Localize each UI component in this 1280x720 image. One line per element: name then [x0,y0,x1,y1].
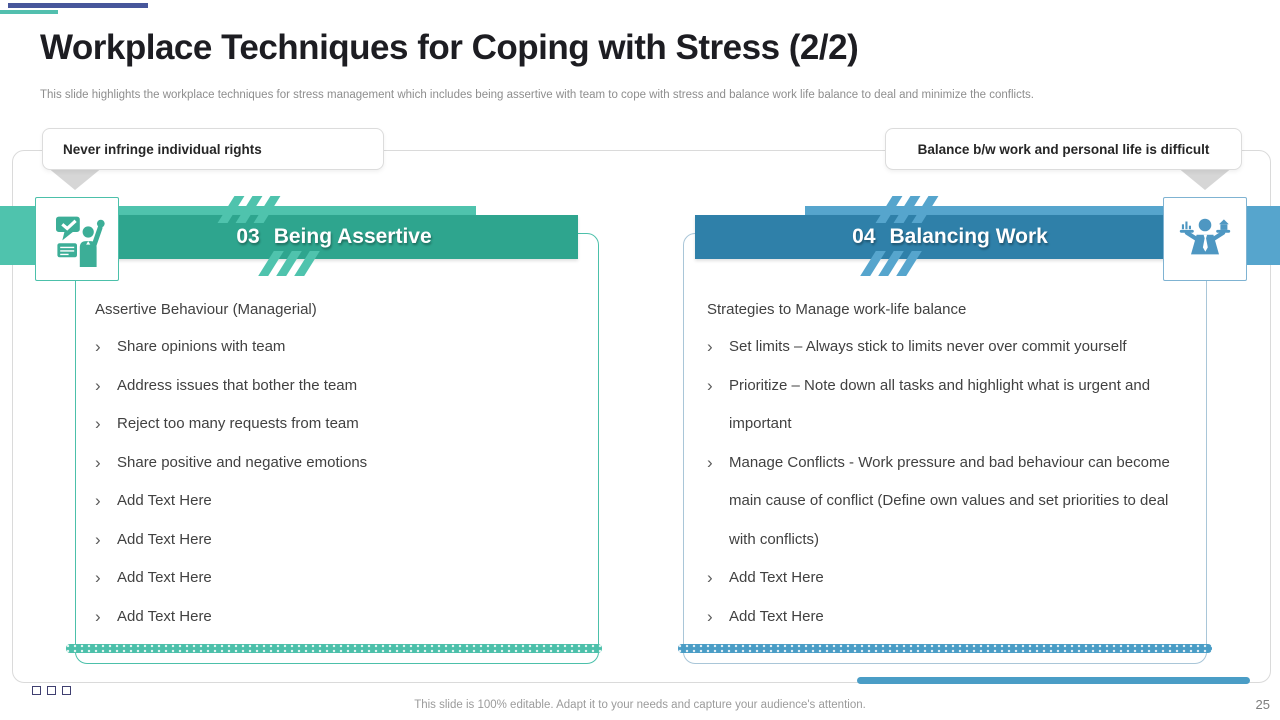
chevron-bullet-icon: › [95,452,101,472]
card-title: Balancing Work [889,225,1048,248]
list-item [707,367,1172,444]
stripe-decoration-icon [266,251,320,276]
list-item [707,328,1172,367]
list-item-text: Add Text Here [729,569,824,586]
chevron-bullet-icon: › [95,375,101,395]
list-item [95,444,565,483]
chevron-bullet-icon: › [707,337,713,356]
bullet-list [95,328,565,636]
card-header-being-assertive [90,215,578,259]
list-item [95,521,565,560]
square-icon [32,686,41,695]
list-item-text: Add Text Here [117,492,212,509]
chevron-bullet-icon: › [707,606,713,626]
list-item-text: Add Text Here [729,607,824,625]
bullet-list [707,328,1172,636]
raised-fist-check-bubble-icon [49,211,105,267]
list-item [95,559,565,598]
footer-note: This slide is 100% editable. Adapt it to your needs and capture your audience's attention. [414,699,866,711]
callout-left-pointer-icon [47,167,103,190]
list-item-text: Add Text Here [117,607,212,625]
list-item-text: Add Text Here [117,569,212,586]
list-item [95,328,565,367]
list-item [707,559,1172,598]
chevron-bullet-icon: › [707,375,713,395]
chevron-bullet-icon: › [95,491,101,510]
bottom-left-squares-icon [32,686,71,695]
chevron-bullet-icon: › [707,452,713,472]
chevron-bullet-icon: › [95,414,101,433]
callout-right-pointer-icon [1177,167,1233,190]
card-number: 04 [852,225,876,248]
callout-right-label: Balance b/w work and personal life is difficult [917,141,1210,157]
list-item [95,598,565,637]
list-item-text: Share opinions with team [117,338,286,355]
list-item [95,405,565,444]
top-accent-bar-blue [8,3,148,8]
square-icon [47,686,56,695]
list-item-text: Share positive and negative emotions [117,453,368,471]
list-item-text: Add Text Here [117,530,212,548]
list-item [707,444,1172,560]
balance-icon-box [1163,197,1247,281]
card-bottom-dotted-bar-teal [66,644,602,653]
card-intro: Strategies to Manage work-life balance [707,301,967,318]
callout-balance-difficult [885,128,1242,170]
chevron-bullet-icon: › [95,606,101,626]
page-title: Workplace Techniques for Coping with Stress (2/2) [40,28,859,67]
stripe-decoration-icon [868,251,922,276]
list-item [95,482,565,521]
chevron-bullet-icon: › [707,568,713,587]
list-item-text: Address issues that bother the team [117,376,358,394]
card-header-balancing-work [695,215,1205,259]
top-accent-bar-teal [0,10,58,14]
list-item [707,598,1172,637]
chevron-bullet-icon: › [95,529,101,549]
stripe-decoration-icon [884,196,938,223]
list-item-text: Reject too many requests from team [117,415,359,432]
stripe-decoration-icon [226,196,280,223]
list-item-text: Prioritize – Note down all tasks and highlight what is urgent and important [729,376,1151,432]
list-item-text: Set limits – Always stick to limits never over commit yourself [729,338,1127,355]
list-item [95,367,565,406]
square-icon [62,686,71,695]
card-number: 03 [236,225,260,248]
work-life-balance-icon [1177,211,1233,267]
chevron-bullet-icon: › [95,568,101,587]
page-subtitle: This slide highlights the workplace techniques for stress management which includes being assertive with team to cope with stress and balance work life balance to deal and minimize the conflicts. [40,89,1034,101]
assertive-icon-box [35,197,119,281]
bottom-accent-bar-blue [857,677,1250,684]
card-intro: Assertive Behaviour (Managerial) [95,301,317,318]
list-item-text: Manage Conflicts - Work pressure and bad behaviour can become main cause of conflict (Define own values and set priorities to deal with conflicts) [729,453,1170,548]
callout-left-label: Never infringe individual rights [63,141,262,157]
callout-never-infringe [42,128,384,170]
card-title: Being Assertive [273,225,432,248]
card-body-balancing-work [707,292,1172,636]
card-body-being-assertive [95,292,565,636]
card-bottom-dotted-bar-blue [678,644,1212,653]
chevron-bullet-icon: › [95,337,101,356]
page-number: 25 [1255,697,1270,712]
